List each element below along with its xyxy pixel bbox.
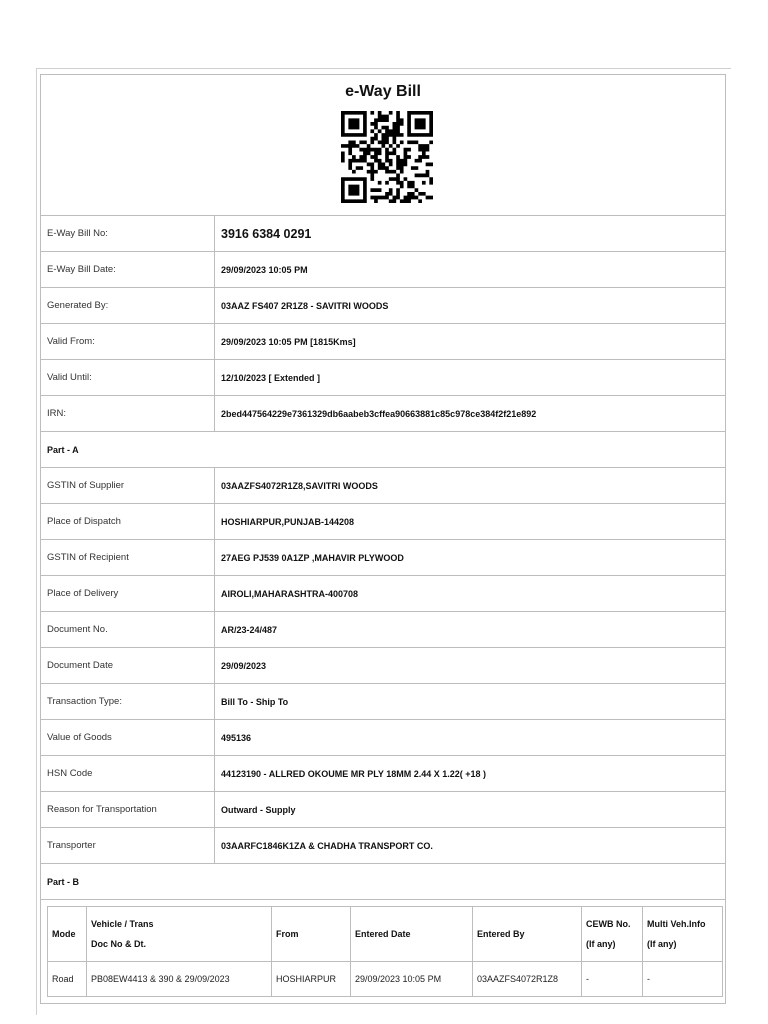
detail-value: 29/09/2023 10:05 PM [1815Kms] xyxy=(221,336,356,347)
detail-value: 44123190 - ALLRED OKOUME MR PLY 18MM 2.44 X 1.22( +18 ) xyxy=(221,768,487,779)
part-b-section xyxy=(41,900,725,1003)
detail-label: HSN Code xyxy=(41,756,215,791)
detail-value: 29/09/2023 xyxy=(221,660,267,671)
detail-label: Generated By: xyxy=(41,288,215,323)
part-a-row xyxy=(41,756,725,792)
col-vehicle-line1: Vehicle / Trans xyxy=(91,919,154,929)
eway-bill-frame xyxy=(40,74,726,1004)
part-a-row xyxy=(41,720,725,756)
detail-row-valid-from xyxy=(41,324,725,360)
detail-value: 03AAZ FS407 2R1Z8 - SAVITRI WOODS xyxy=(221,300,389,311)
part-a-row xyxy=(41,612,725,648)
col-multi-line2: (If any) xyxy=(647,939,677,949)
col-entered-by: Entered By xyxy=(473,907,582,962)
detail-label: Document No. xyxy=(41,612,215,647)
detail-label: Valid Until: xyxy=(41,360,215,395)
detail-label: IRN: xyxy=(41,396,215,431)
part-a-heading: Part - A xyxy=(41,432,725,468)
part-a-row xyxy=(41,648,725,684)
bill-details xyxy=(41,216,725,432)
detail-value: 03AAZFS4072R1Z8,SAVITRI WOODS xyxy=(221,480,378,491)
part-a-row xyxy=(41,504,725,540)
detail-row-generated-by xyxy=(41,288,725,324)
detail-value: 03AARFC1846K1ZA & CHADHA TRANSPORT CO. xyxy=(221,840,433,851)
detail-row-irn xyxy=(41,396,725,432)
document-sheet xyxy=(36,68,731,1015)
col-cewb-line1: CEWB No. xyxy=(586,919,631,929)
col-vehicle xyxy=(87,907,272,962)
detail-label: Place of Dispatch xyxy=(41,504,215,539)
detail-row-ewb-date xyxy=(41,252,725,288)
table-row xyxy=(48,962,723,997)
cell-cewb: - xyxy=(582,962,643,997)
detail-label: Reason for Transportation xyxy=(41,792,215,827)
page-title: e-Way Bill xyxy=(345,83,421,100)
detail-label: Document Date xyxy=(41,648,215,683)
detail-label: GSTIN of Supplier xyxy=(41,468,215,503)
eway-bill-header xyxy=(41,75,725,216)
col-cewb xyxy=(582,907,643,962)
detail-label: Place of Delivery xyxy=(41,576,215,611)
col-mode: Mode xyxy=(48,907,87,962)
table-header-row xyxy=(48,907,723,962)
detail-value: 495136 xyxy=(221,732,252,743)
detail-value: 27AEG PJ539 0A1ZP ,MAHAVIR PLYWOOD xyxy=(221,552,404,563)
detail-value: Outward - Supply xyxy=(221,804,296,815)
col-multi-line1: Multi Veh.Info xyxy=(647,919,706,929)
part-a-row xyxy=(41,540,725,576)
detail-value: 2bed447564229e7361329db6aabeb3cffea90663881c85c978ce384f2f21e892 xyxy=(221,408,537,419)
col-from: From xyxy=(272,907,351,962)
detail-row-valid-until xyxy=(41,360,725,396)
part-a-row xyxy=(41,684,725,720)
detail-label: Valid From: xyxy=(41,324,215,359)
part-b-heading: Part - B xyxy=(41,864,725,900)
detail-value: 29/09/2023 10:05 PM xyxy=(221,264,308,275)
part-a-row xyxy=(41,792,725,828)
detail-value: 12/10/2023 [ Extended ] xyxy=(221,372,321,383)
vehicle-table xyxy=(47,906,723,997)
cell-from: HOSHIARPUR xyxy=(272,962,351,997)
col-entered-date: Entered Date xyxy=(351,907,473,962)
qr-code-icon xyxy=(341,111,433,203)
detail-value: AIROLI,MAHARASHTRA-400708 xyxy=(221,588,359,599)
part-a-details xyxy=(41,468,725,864)
detail-label: GSTIN of Recipient xyxy=(41,540,215,575)
part-a-row xyxy=(41,468,725,504)
detail-label: Transaction Type: xyxy=(41,684,215,719)
detail-row-ewb-no xyxy=(41,216,725,252)
detail-value: HOSHIARPUR,PUNJAB-144208 xyxy=(221,516,355,527)
detail-label: E-Way Bill No: xyxy=(41,216,215,251)
detail-label: E-Way Bill Date: xyxy=(41,252,215,287)
cell-entered-by: 03AAZFS4072R1Z8 xyxy=(473,962,582,997)
eway-bill-number: 3916 6384 0291 xyxy=(221,226,312,241)
cell-entered-date: 29/09/2023 10:05 PM xyxy=(351,962,473,997)
part-a-row xyxy=(41,828,725,864)
cell-vehicle: PB08EW4413 & 390 & 29/09/2023 xyxy=(87,962,272,997)
detail-value: AR/23-24/487 xyxy=(221,624,278,635)
detail-label: Transporter xyxy=(41,828,215,863)
col-vehicle-line2: Doc No & Dt. xyxy=(91,939,146,949)
detail-value: Bill To - Ship To xyxy=(221,696,289,707)
part-a-row xyxy=(41,576,725,612)
detail-label: Value of Goods xyxy=(41,720,215,755)
cell-mode: Road xyxy=(48,962,87,997)
col-multi-veh xyxy=(643,907,723,962)
col-cewb-line2: (If any) xyxy=(586,939,616,949)
cell-multi-veh: - xyxy=(643,962,723,997)
